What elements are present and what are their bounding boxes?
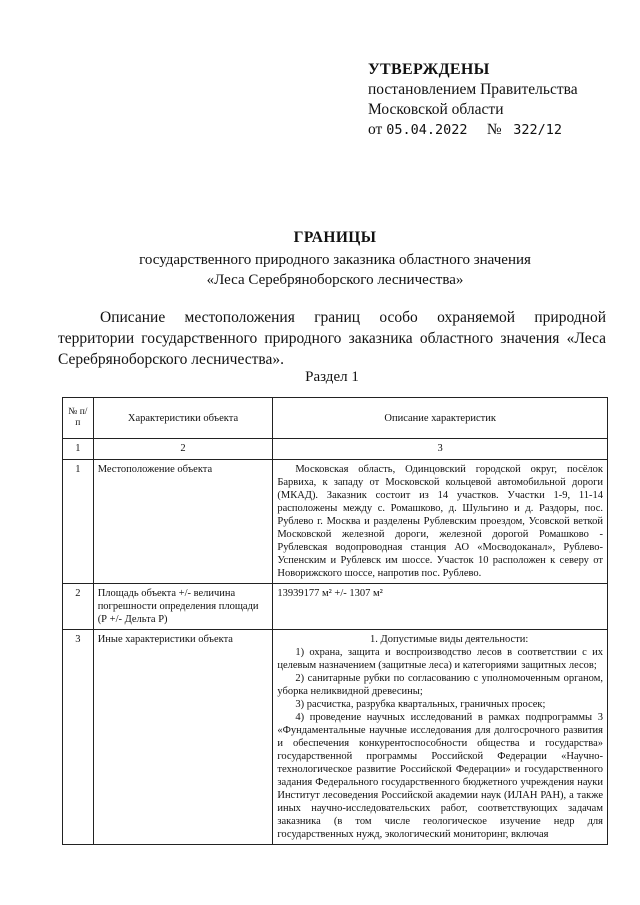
col-number-3: 3 (273, 439, 608, 460)
row-characteristic: Иные характеристики объекта (93, 630, 273, 845)
header-characteristic: Характеристики объекта (93, 398, 273, 439)
table-header-row (63, 398, 608, 439)
decree-number: 322/12 (513, 122, 563, 138)
intro-paragraph: Описание местоположения границ особо охраняемой природной территории государственного природного заказника областного значения «Леса Серебряноборского лесничества». (58, 309, 606, 368)
header-description: Описание характеристик (273, 398, 608, 439)
approval-region-line: Московской области (368, 101, 504, 118)
title-line-3: «Леса Серебряноборского лесничества» (206, 272, 464, 288)
header-number: № п/п (63, 398, 94, 439)
approval-title: УТВЕРЖДЕНЫ (368, 61, 490, 78)
section-heading: Раздел 1 (305, 369, 359, 385)
desc-line: 3) расчистка, разрубка квартальных, граничных просек; (295, 699, 546, 710)
approval-stamp (368, 60, 578, 140)
title-line-2: государственного природного заказника областного значения (139, 252, 531, 268)
approval-decree-line: постановлением Правительства (368, 81, 578, 98)
characteristics-table (62, 397, 608, 845)
date-prefix: от (368, 121, 383, 138)
desc-line: 2) санитарные рубки по согласованию с уполномоченным органом, уборка неликвидной древесины; (277, 673, 603, 697)
row-characteristic: Площадь объекта +/- величина погрешности определения площади (Р +/- Дельта Р) (93, 584, 273, 630)
col-number-2: 2 (93, 439, 273, 460)
desc-line: 1) охрана, защита и воспроизводство лесов в соответствии с их целевым назначением (защитные леса) и категориями защитных лесов; (277, 647, 603, 671)
document-title (100, 228, 570, 290)
row-number: 3 (63, 630, 94, 845)
table-row (63, 460, 608, 584)
desc-line: 4) проведение научных исследований в рамках подпрограммы 3 «Фундаментальные научные исследования для долгосрочного развития и обеспечения конкурентоспособности общества и государства» государственной программы Российской Федерации «Научно-технологическое развитие Российской Федерации» и государственного задания Федерального государственного бюджетного учреждения науки Институт лесоведения Российской академии наук (ИЛАН РАН), а также иных научно-исследовательских работ, соответствующих задачам заказника (в том числе геологическое изучение недр для государственных нужд, экологический мониторинг, включая (277, 712, 603, 840)
row-description: Московская область, Одинцовский городской округ, посёлок Барвиха, к западу от Московской кольцевой автомобильной дороги (МКАД). Заказник состоит из 14 участков. Участки 1-9, 11-14 расположены между с. Ромашково, д. Шульгино и д. Раздоры, пос. Рублево г. Москва и разделены Рублевским проездом, Усовской веткой Московской железной дороги, железной дорогой Ромашково - Рублевская водопроводная станция АО «Мосводоканал», Рублево-Успенским и Рублевск им шоссе. Участок 10 расположен к северу от Новорижского шоссе, напротив пос. Рублево. (273, 460, 608, 584)
table-column-number-row (63, 439, 608, 460)
col-number-1: 1 (63, 439, 94, 460)
row-number: 2 (63, 584, 94, 630)
row-description (273, 630, 608, 845)
row-characteristic: Местоположение объекта (93, 460, 273, 584)
row-number: 1 (63, 460, 94, 584)
approval-date-number-line (368, 120, 578, 140)
table-row (63, 584, 608, 630)
title-main: ГРАНИЦЫ (293, 229, 377, 246)
row-description: 13939177 м² +/- 1307 м² (273, 584, 608, 630)
number-prefix: № (486, 121, 502, 138)
table-row (63, 630, 608, 845)
decree-date: 05.04.2022 (386, 122, 468, 138)
desc-line: 1. Допустимые виды деятельности: (370, 634, 529, 645)
